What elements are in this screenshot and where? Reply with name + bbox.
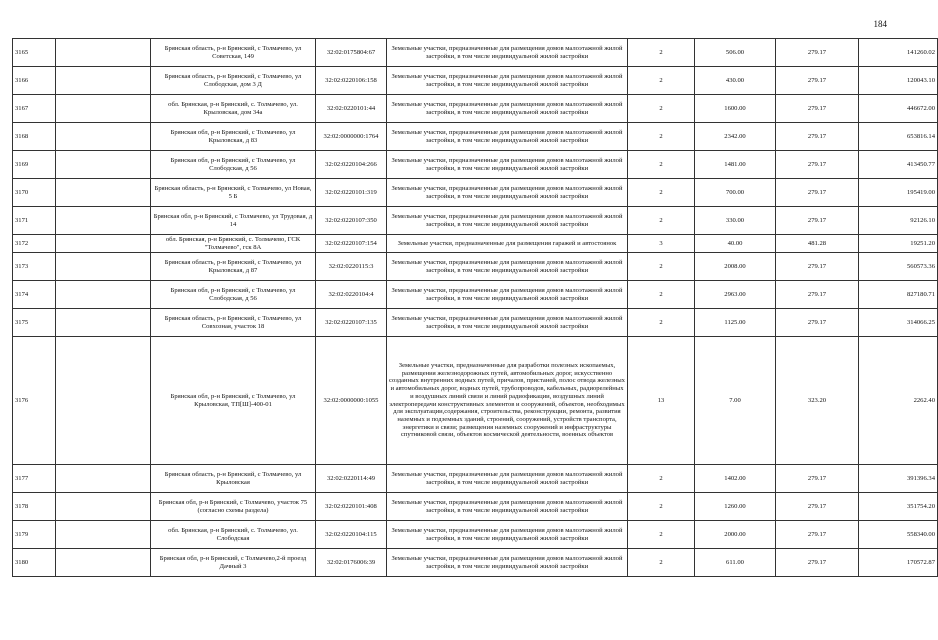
permitted-use-cell: Земельные участки, предназначенные для размещения домов малоэтажной жилой застройки, в том числе индивидуальной жилой застройки xyxy=(387,281,628,309)
cadastral-number-cell: 32:02:0220107:154 xyxy=(316,235,387,253)
category-cell: 2 xyxy=(628,549,695,577)
permitted-use-cell: Земельные участки, предназначенные для размещения домов малоэтажной жилой застройки, в том числе индивидуальной жилой застройки xyxy=(387,179,628,207)
cadastral-value-cell: 2262.40 xyxy=(859,337,938,465)
rate-cell: 279.17 xyxy=(776,493,859,521)
category-cell: 2 xyxy=(628,151,695,179)
permitted-use-cell: Земельные участки, предназначенные для размещения домов малоэтажной жилой застройки, в том числе индивидуальной жилой застройки xyxy=(387,521,628,549)
empty-cell xyxy=(56,549,151,577)
table-row xyxy=(13,521,938,549)
rate-cell: 279.17 xyxy=(776,123,859,151)
permitted-use-cell: Земельные участки, предназначенные для разработки полезных ископаемых, размещения железнодорожных путей, автомобильных дорог, искусственно созданных внутренних водных путей, причалов, пристаней, полос отвода железных и автомобильных дорог, водных путей, трубопроводов, кабельных, радиорелейных и воздушных линий связи и линий радиофикации, воздушных линий электропередачи конструктивных элементов и сооружений, объектов, необходимых для эксплуатации,содержания, строительства, реконструкции, ремонта, развития наземных и подземных зданий, строений, сооружений, устройств транспорта, энергетики и связи; размещения наземных сооружений и инфраструктуры спутниковой связи, объектов космической деятельности, военных объектов xyxy=(387,337,628,465)
area-cell: 40.00 xyxy=(695,235,776,253)
empty-cell xyxy=(56,151,151,179)
cadastral-value-cell: 120043.10 xyxy=(859,67,938,95)
address-cell: обл. Брянская, р-н Брянский, с. Толмачево, ГСК "Толмачево", гск 8А xyxy=(151,235,316,253)
address-cell: Брянская обл, р-н Брянский, с Толмачево, ул Трудовая, д 14 xyxy=(151,207,316,235)
address-cell: Брянская область, р-н Брянский, с Толмачево, ул Крыловская, д 87 xyxy=(151,253,316,281)
address-cell: Брянская область, р-н Брянский, с Толмачево, ул Советская, 149 xyxy=(151,39,316,67)
permitted-use-cell: Земельные участки, предназначенные для размещения домов малоэтажной жилой застройки, в том числе индивидуальной жилой застройки xyxy=(387,123,628,151)
area-cell: 1260.00 xyxy=(695,493,776,521)
area-cell: 2000.00 xyxy=(695,521,776,549)
row-number: 3167 xyxy=(13,95,56,123)
category-cell: 13 xyxy=(628,337,695,465)
permitted-use-cell: Земельные участки, предназначенные для размещения домов малоэтажной жилой застройки, в том числе индивидуальной жилой застройки xyxy=(387,67,628,95)
empty-cell xyxy=(56,253,151,281)
row-number: 3178 xyxy=(13,493,56,521)
row-number: 3176 xyxy=(13,337,56,465)
address-cell: Брянская обл, р-н Брянский, с Толмачево,2-й проезд Дачный 3 xyxy=(151,549,316,577)
cadastral-number-cell: 32:02:0000000:1764 xyxy=(316,123,387,151)
area-cell: 430.00 xyxy=(695,67,776,95)
row-number: 3166 xyxy=(13,67,56,95)
rate-cell: 481.28 xyxy=(776,235,859,253)
rate-cell: 279.17 xyxy=(776,67,859,95)
cadastral-value-cell: 195419.00 xyxy=(859,179,938,207)
table-row xyxy=(13,207,938,235)
rate-cell: 279.17 xyxy=(776,151,859,179)
cadastral-value-cell: 558340.00 xyxy=(859,521,938,549)
address-cell: Брянская область, р-н Брянский, с Толмачево, ул Новая, 5 Б xyxy=(151,179,316,207)
empty-cell xyxy=(56,67,151,95)
permitted-use-cell: Земельные участки, предназначенные для размещения домов малоэтажной жилой застройки, в том числе индивидуальной жилой застройки xyxy=(387,95,628,123)
row-number: 3173 xyxy=(13,253,56,281)
empty-cell xyxy=(56,39,151,67)
empty-cell xyxy=(56,235,151,253)
address-cell: Брянская обл, р-н Брянский, с Толмачево, ул Крыловская, д 83 xyxy=(151,123,316,151)
table-row xyxy=(13,337,938,465)
rate-cell: 279.17 xyxy=(776,179,859,207)
cadastral-value-cell: 314066.25 xyxy=(859,309,938,337)
table-row xyxy=(13,253,938,281)
row-number: 3171 xyxy=(13,207,56,235)
permitted-use-cell: Земельные участки, предназначенные для размещения домов малоэтажной жилой застройки, в том числе индивидуальной жилой застройки xyxy=(387,151,628,179)
area-cell: 1402.00 xyxy=(695,465,776,493)
category-cell: 2 xyxy=(628,39,695,67)
table-row xyxy=(13,465,938,493)
permitted-use-cell: Земельные участки, предназначенные для размещения домов малоэтажной жилой застройки, в том числе индивидуальной жилой застройки xyxy=(387,39,628,67)
address-cell: Брянская обл, р-н Брянский, с Толмачево, ул Слободская, д 56 xyxy=(151,151,316,179)
empty-cell xyxy=(56,337,151,465)
category-cell: 2 xyxy=(628,179,695,207)
table-row xyxy=(13,309,938,337)
permitted-use-cell: Земельные участки, предназначенные для размещения гаражей и автостоянок xyxy=(387,235,628,253)
table-row xyxy=(13,39,938,67)
empty-cell xyxy=(56,281,151,309)
cadastral-number-cell: 32:02:0220107:135 xyxy=(316,309,387,337)
empty-cell xyxy=(56,179,151,207)
permitted-use-cell: Земельные участки, предназначенные для размещения домов малоэтажной жилой застройки, в том числе индивидуальной жилой застройки xyxy=(387,493,628,521)
cadastral-number-cell: 32:02:0000000:1055 xyxy=(316,337,387,465)
address-cell: обл. Брянская, р-н Брянский, с. Толмачево, ул. Слободская xyxy=(151,521,316,549)
category-cell: 2 xyxy=(628,521,695,549)
category-cell: 3 xyxy=(628,235,695,253)
cadastral-number-cell: 32:02:0220115:3 xyxy=(316,253,387,281)
row-number: 3172 xyxy=(13,235,56,253)
area-cell: 1125.00 xyxy=(695,309,776,337)
cadastral-value-cell: 170572.87 xyxy=(859,549,938,577)
cadastral-value-cell: 141260.02 xyxy=(859,39,938,67)
cadastral-value-cell: 351754.20 xyxy=(859,493,938,521)
category-cell: 2 xyxy=(628,95,695,123)
table-row xyxy=(13,549,938,577)
permitted-use-cell: Земельные участки, предназначенные для размещения домов малоэтажной жилой застройки, в том числе индивидуальной жилой застройки xyxy=(387,549,628,577)
empty-cell xyxy=(56,309,151,337)
cadastral-number-cell: 32:02:0220107:350 xyxy=(316,207,387,235)
rate-cell: 323.20 xyxy=(776,337,859,465)
empty-cell xyxy=(56,465,151,493)
area-cell: 330.00 xyxy=(695,207,776,235)
area-cell: 700.00 xyxy=(695,179,776,207)
table-row xyxy=(13,493,938,521)
cadastral-number-cell: 32:02:0220106:158 xyxy=(316,67,387,95)
category-cell: 2 xyxy=(628,123,695,151)
table-row xyxy=(13,179,938,207)
empty-cell xyxy=(56,521,151,549)
row-number: 3170 xyxy=(13,179,56,207)
table-row xyxy=(13,235,938,253)
area-cell: 611.00 xyxy=(695,549,776,577)
permitted-use-cell: Земельные участки, предназначенные для размещения домов малоэтажной жилой застройки, в том числе индивидуальной жилой застройки xyxy=(387,253,628,281)
cadastral-value-cell: 560573.36 xyxy=(859,253,938,281)
category-cell: 2 xyxy=(628,207,695,235)
row-number: 3175 xyxy=(13,309,56,337)
area-cell: 1600.00 xyxy=(695,95,776,123)
cadastral-value-cell: 413450.77 xyxy=(859,151,938,179)
cadastral-value-cell: 827180.71 xyxy=(859,281,938,309)
area-cell: 506.00 xyxy=(695,39,776,67)
land-registry-table xyxy=(12,38,938,577)
cadastral-number-cell: 32:02:0220101:408 xyxy=(316,493,387,521)
address-cell: Брянская обл, р-н Брянский, с Толмачево, участок 75 (согласно схемы раздела) xyxy=(151,493,316,521)
rate-cell: 279.17 xyxy=(776,549,859,577)
address-cell: Брянская область, р-н Брянский, с Толмачево, ул Слободская, дом 3 Д xyxy=(151,67,316,95)
table-row xyxy=(13,95,938,123)
area-cell: 2008.00 xyxy=(695,253,776,281)
permitted-use-cell: Земельные участки, предназначенные для размещения домов малоэтажной жилой застройки, в том числе индивидуальной жилой застройки xyxy=(387,309,628,337)
cadastral-value-cell: 92126.10 xyxy=(859,207,938,235)
category-cell: 2 xyxy=(628,253,695,281)
empty-cell xyxy=(56,207,151,235)
rate-cell: 279.17 xyxy=(776,309,859,337)
category-cell: 2 xyxy=(628,493,695,521)
address-cell: Брянская обл, р-н Брянский, с Толмачево, ул Крыловская, ТП[Ш]-400-01 xyxy=(151,337,316,465)
cadastral-value-cell: 391396.34 xyxy=(859,465,938,493)
rate-cell: 279.17 xyxy=(776,465,859,493)
address-cell: Брянская область, р-н Брянский, с Толмачево, ул Крыловская xyxy=(151,465,316,493)
empty-cell xyxy=(56,95,151,123)
cadastral-number-cell: 32:02:0220104:4 xyxy=(316,281,387,309)
rate-cell: 279.17 xyxy=(776,281,859,309)
cadastral-number-cell: 32:02:0220114:49 xyxy=(316,465,387,493)
area-cell: 2342.00 xyxy=(695,123,776,151)
cadastral-value-cell: 653816.14 xyxy=(859,123,938,151)
cadastral-number-cell: 32:02:0176006:39 xyxy=(316,549,387,577)
row-number: 3174 xyxy=(13,281,56,309)
page-number: 184 xyxy=(873,19,887,29)
table-row xyxy=(13,67,938,95)
address-cell: обл. Брянская, р-н Брянский, с. Толмачево, ул. Крыловская, дом 34а xyxy=(151,95,316,123)
cadastral-number-cell: 32:02:0175804:67 xyxy=(316,39,387,67)
area-cell: 1481.00 xyxy=(695,151,776,179)
category-cell: 2 xyxy=(628,465,695,493)
row-number: 3179 xyxy=(13,521,56,549)
cadastral-number-cell: 32:02:0220104:266 xyxy=(316,151,387,179)
address-cell: Брянская область, р-н Брянский, с Толмачево, ул Совхозная, участок 18 xyxy=(151,309,316,337)
cadastral-number-cell: 32:02:0220104:115 xyxy=(316,521,387,549)
permitted-use-cell: Земельные участки, предназначенные для размещения домов малоэтажной жилой застройки, в том числе индивидуальной жилой застройки xyxy=(387,465,628,493)
rate-cell: 279.17 xyxy=(776,253,859,281)
rate-cell: 279.17 xyxy=(776,207,859,235)
empty-cell xyxy=(56,123,151,151)
row-number: 3169 xyxy=(13,151,56,179)
cadastral-value-cell: 446672.00 xyxy=(859,95,938,123)
category-cell: 2 xyxy=(628,309,695,337)
row-number: 3168 xyxy=(13,123,56,151)
area-cell: 2963.00 xyxy=(695,281,776,309)
table-row xyxy=(13,151,938,179)
row-number: 3165 xyxy=(13,39,56,67)
category-cell: 2 xyxy=(628,67,695,95)
category-cell: 2 xyxy=(628,281,695,309)
table-row xyxy=(13,281,938,309)
cadastral-value-cell: 19251.20 xyxy=(859,235,938,253)
address-cell: Брянская обл, р-н Брянский, с Толмачево, ул Слободская, д 56 xyxy=(151,281,316,309)
table-row xyxy=(13,123,938,151)
registry-body xyxy=(13,39,938,577)
cadastral-number-cell: 32:02:0220101:44 xyxy=(316,95,387,123)
row-number: 3180 xyxy=(13,549,56,577)
permitted-use-cell: Земельные участки, предназначенные для размещения домов малоэтажной жилой застройки, в том числе индивидуальной жилой застройки xyxy=(387,207,628,235)
row-number: 3177 xyxy=(13,465,56,493)
rate-cell: 279.17 xyxy=(776,95,859,123)
rate-cell: 279.17 xyxy=(776,521,859,549)
empty-cell xyxy=(56,493,151,521)
rate-cell: 279.17 xyxy=(776,39,859,67)
area-cell: 7.00 xyxy=(695,337,776,465)
cadastral-number-cell: 32:02:0220101:319 xyxy=(316,179,387,207)
